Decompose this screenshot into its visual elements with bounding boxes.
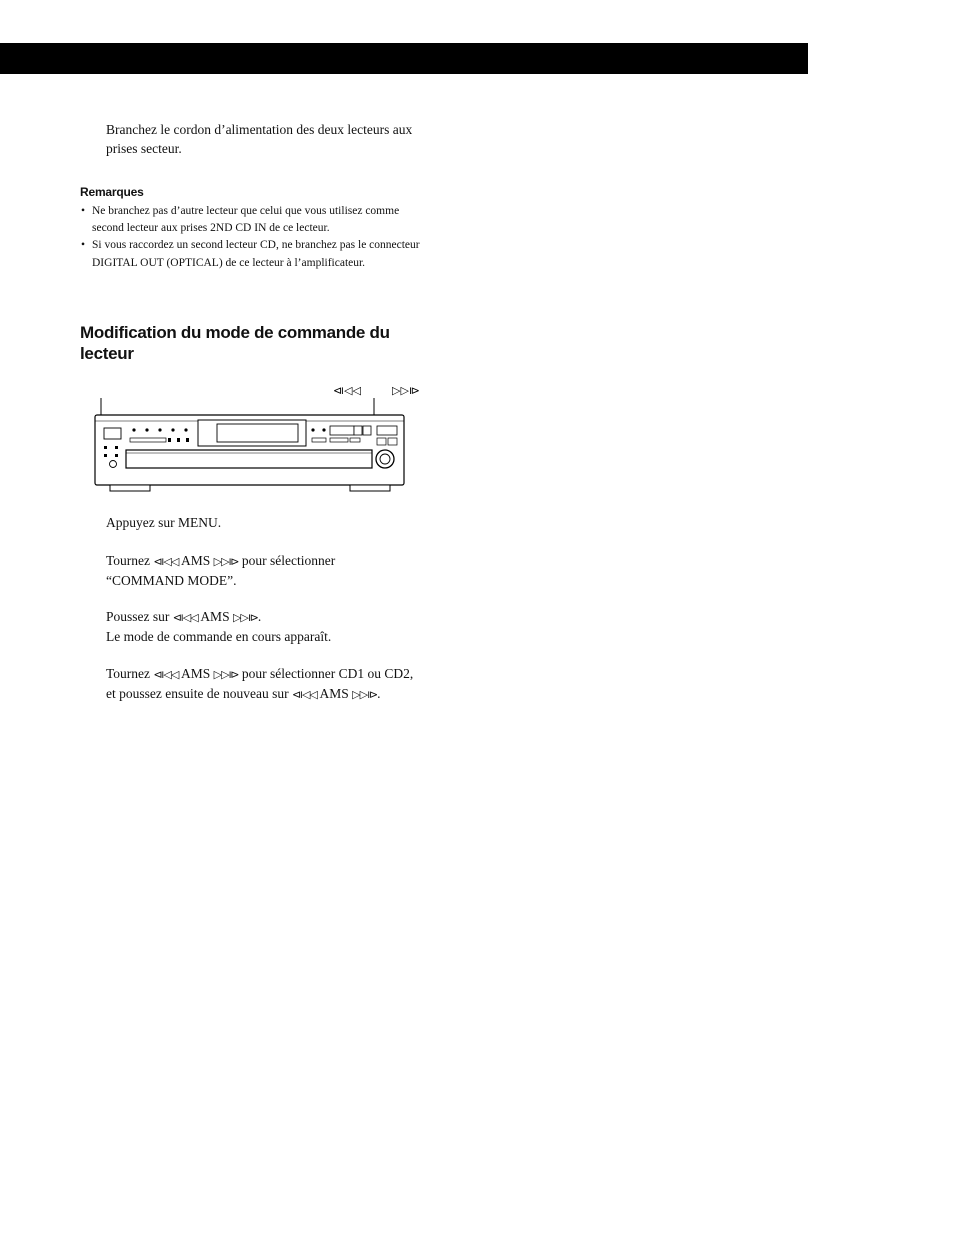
intro-paragraph: Branchez le cordon d’alimentation des deux lecteurs aux prises secteur.: [106, 122, 413, 156]
notes-list: [80, 203, 425, 272]
cd-player-illustration: [90, 378, 420, 496]
next-track-icon: ▷▷⧐: [213, 668, 239, 681]
display-screen: [217, 424, 298, 442]
power-button: [104, 428, 121, 439]
next-track-icon: ▷▷⧐: [352, 688, 378, 701]
next-track-icon: ▷▷⧐: [392, 384, 420, 397]
step-4: Tournez ⧏◁◁ AMS ▷▷⧐ pour sélectionner CD1 ou CD2, et poussez ensuite de nouveau sur ⧏◁◁ AMS ▷▷⧐.: [106, 666, 414, 701]
phones-jack: [110, 461, 117, 468]
step-2: Tournez ⧏◁◁ AMS ▷▷⧐ pour sélectionner “COMMAND MODE”.: [106, 553, 336, 588]
note-item: • Ne branchez pas d’autre lecteur que celui que vous utilisez comme second lecteur aux prises 2ND CD IN de ce lecteur.: [80, 203, 425, 237]
prev-track-icon: ⧏◁◁: [333, 384, 361, 397]
next-track-icon: ▷▷⧐: [213, 555, 239, 568]
step-3: Poussez sur ⧏◁◁ AMS ▷▷⧐. Le mode de commande en cours apparaît.: [106, 609, 332, 644]
header-bar: [0, 43, 808, 74]
prev-track-icon: ⧏◁◁: [153, 668, 179, 681]
open-close-button: [377, 426, 397, 435]
prev-track-icon: ⧏◁◁: [153, 555, 179, 568]
player-foot-left: [110, 485, 150, 491]
step-1: Appuyez sur MENU.: [106, 515, 222, 530]
note-item: • Si vous raccordez un second lecteur CD, ne branchez pas le connecteur DIGITAL OUT (OPTICAL) de ce lecteur à l’amplificateur.: [80, 237, 425, 271]
notes-title: Remarques: [80, 185, 144, 199]
prev-track-icon: ⧏◁◁: [172, 611, 198, 624]
cd-player-figure: [90, 378, 420, 501]
player-foot-right: [350, 485, 390, 491]
prev-track-icon: ⧏◁◁: [291, 688, 317, 701]
next-track-icon: ▷▷⧐: [232, 611, 258, 624]
section-title: Modification du mode de commande du lecteur: [80, 323, 390, 363]
disc-tray: [126, 450, 372, 468]
